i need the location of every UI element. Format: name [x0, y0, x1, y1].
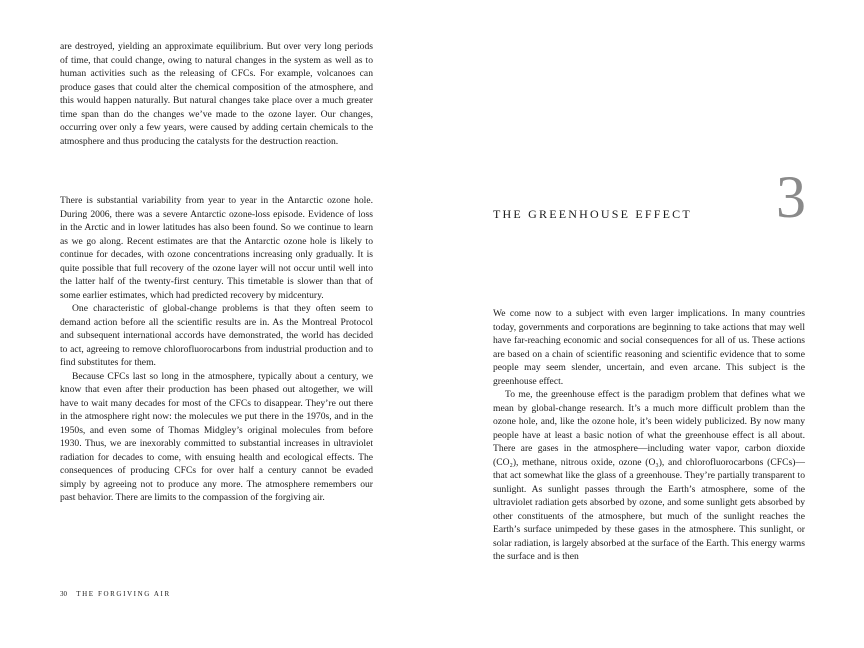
- paragraph: One characteristic of global-change problems is that they often seem to demand action before all the scientific results are in. As the Montreal Protocol and subsequent international accords have demonstrated, the world has decided to act, agreeing to remove chlorofluorocarbons from industrial production and to find substitutes for them.: [60, 303, 373, 368]
- chapter-title: THE GREENHOUSE EFFECT: [493, 207, 692, 221]
- running-title: THE FORGIVING AIR: [76, 590, 171, 598]
- right-page: [432, 0, 864, 648]
- paragraph: are destroyed, yielding an approximate equilibrium. But over very long periods of time, that could change, owing to natural changes in the system as well as to human activities such as the releasing of CFCs. For example, volcanoes can produce gases that could alter the chemical composition of the atmosphere, and this would happen naturally. But natural changes take place over a much greater time span than do the changes we’ve made to the ozone layer. Our changes, occurring over only a few years, were caused by adding certain chemicals to the atmosphere and thus producing the catalysts for the destruction reaction.: [60, 41, 373, 147]
- left-text-top: [60, 40, 373, 148]
- paragraph: There is substantial variability from year to year in the Antarctic ozone hole. During 2006, there was a severe Antarctic ozone-loss episode. Evidence of loss in the Arctic and in lower latitudes has also been found. So we continue to learn as we go along. Recent estimates are that the Antarctic ozone hole is likely to continue for decades, with ozone concentrations increasing only gradually. It is quite possible that full recovery of the ozone layer will not occur until well into the latter half of the twenty-first century. This timetable is slower than that of some earlier estimates, which had predicted recovery by midcentury.: [60, 195, 373, 301]
- page-footer: [60, 590, 171, 598]
- paragraph: To me, the greenhouse effect is the paradigm problem that defines what we mean by global-change research. It’s a much more difficult problem than the ozone hole, and, like the ozone hole, it’s been widely publicized. By now many people have at least a basic notion of what the greenhouse effect is all about. There are gases in the atmosphere—including water vapor, carbon dioxide (CO₂), methane, nitrous oxide, ozone (O₃), and chlorofluorocarbons (CFCs)—that act somewhat like the glass of a greenhouse. They’re partially transparent to sunlight. As sunlight passes through the Earth’s atmosphere, some of the ultraviolet radiation gets absorbed by ozone, and some sunlight gets absorbed by other constituents of the atmosphere, but much of the sunlight reaches the Earth’s surface unimpeded by these gases in the atmosphere. This sunlight, or solar radiation, is largely absorbed at the surface of the Earth. This energy warms the surface and is then: [493, 389, 805, 562]
- left-text-middle: [60, 194, 373, 505]
- chapter-number: 3: [776, 164, 806, 230]
- page-number: 30: [60, 590, 67, 598]
- paragraph: Because CFCs last so long in the atmosphere, typically about a century, we know that even after their production has been phased out altogether, we will have to wait many decades for most of the CFCs to disappear. They’re out there in the atmosphere right now: the molecules we put there in the 1970s, and in the 1950s, and even some of Thomas Midgley’s original molecules from before 1930. Thus, we are inexorably committed to substantial increases in ultraviolet radiation for decades to come, with ensuing health and ecological effects. The consequences of producing CFCs for over half a century cannot be evaded simply by agreeing not to produce any more. The atmosphere remembers our past behavior. There are limits to the compassion of the forgiving air.: [60, 370, 373, 503]
- right-text-body: [493, 307, 805, 564]
- paragraph: We come now to a subject with even larger implications. In many countries today, governments and corporations are beginning to take actions that may well have far-reaching economic and social consequences for all of us. These actions are based on a chain of scientific reasoning and scientific evidence that to some people may seem slender, uncertain, and even arcane. This subject is the greenhouse effect.: [493, 308, 805, 387]
